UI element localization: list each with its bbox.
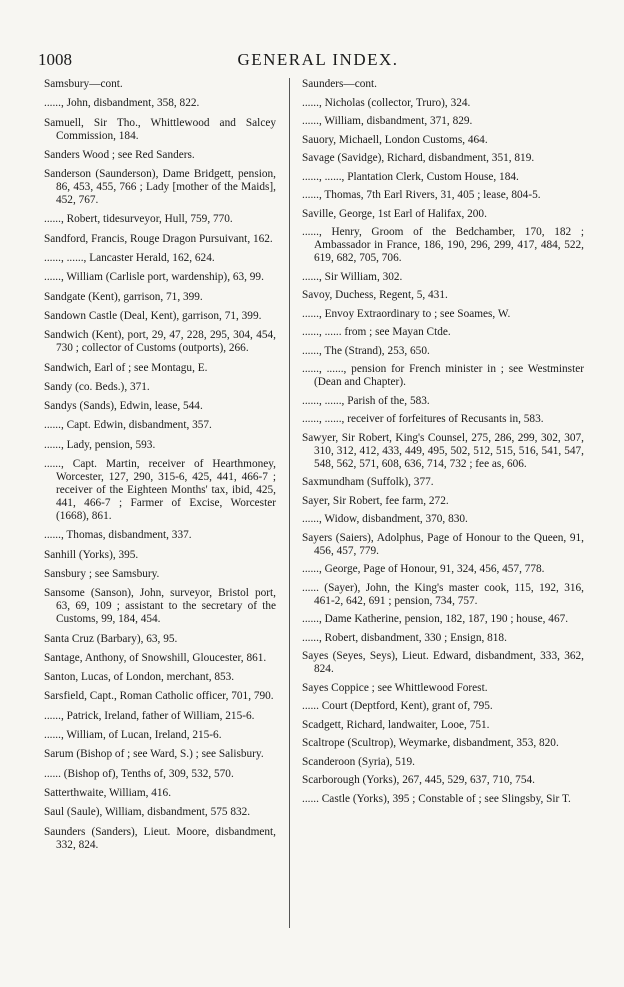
index-entry: Sansome (Sanson), John, surveyor, Bristol port, 63, 69, 109 ; assistant to the secretary of the Customs, 99, 184, 454. xyxy=(44,587,276,626)
index-entry: Sayer, Sir Robert, fee farm, 272. xyxy=(302,494,449,507)
index-entry: Sandford, Francis, Rouge Dragon Pursuivant, 162. xyxy=(44,232,273,245)
index-entry: Scanderoon (Syria), 519. xyxy=(302,755,415,768)
index-entry: Sandwich, Earl of ; see Montagu, E. xyxy=(44,361,208,374)
page-header xyxy=(38,50,598,70)
index-entry: Scaltrope (Scultrop), Weymarke, disbandment, 353, 820. xyxy=(302,737,559,749)
page-number: 1008 xyxy=(38,50,72,69)
index-entry: Santa Cruz (Barbary), 63, 95. xyxy=(44,632,178,645)
index-entry: ......, John, disbandment, 358, 822. xyxy=(44,97,200,110)
index-entry: ...... Castle (Yorks), 395 ; Constable of ; see Slingsby, Sir T. xyxy=(302,792,571,805)
index-entry: ......, Capt. Martin, receiver of Hearthmoney, Worcester, 127, 290, 315-6, 425, 441, 466-7 ; receiver of the Eighteen Months' tax, ibid, 425, 441, 466-7 ; Farmer of Excise, Worcester (1668), 861. xyxy=(44,458,276,523)
index-entry: ......, William (Carlisle port, wardenship), 63, 99. xyxy=(44,271,264,284)
index-entry: Sandwich (Kent), port, 29, 47, 228, 295, 304, 454, 730 ; collector of Customs (outports), 266. xyxy=(44,329,276,355)
index-entry: ......, ......, pension for French minister in ; see Westminster (Dean and Chapter). xyxy=(302,363,584,388)
index-entry: Sauory, Michaell, London Customs, 464. xyxy=(302,133,488,146)
index-entry: Sandys (Sands), Edwin, lease, 544. xyxy=(44,400,203,413)
index-entry: Sandgate (Kent), garrison, 71, 399. xyxy=(44,290,203,303)
index-entry: Sawyer, Sir Robert, King's Counsel, 275, 286, 299, 302, 307, 310, 312, 412, 433, 449, 495, 502, 512, 515, 516, 541, 547, 548, 562, 571, 608, 636, 714, 732 ; fee as, 606. xyxy=(302,431,584,470)
index-entry: Saunders—cont. xyxy=(302,78,377,90)
index-entry: ......, Robert, disbandment, 330 ; Ensign, 818. xyxy=(302,631,507,644)
index-entry: ......, Patrick, Ireland, father of William, 215-6. xyxy=(44,709,255,722)
index-entry: Sandown Castle (Deal, Kent), garrison, 71, 399. xyxy=(44,309,262,322)
index-entry: Satterthwaite, William, 416. xyxy=(44,786,172,799)
index-entry: ......, Dame Katherine, pension, 182, 187, 190 ; house, 467. xyxy=(302,613,569,625)
index-entry: ......, Capt. Edwin, disbandment, 357. xyxy=(44,419,212,432)
index-entry: ......, ......, Plantation Clerk, Custom House, 184. xyxy=(302,170,519,183)
index-entry: ......, Thomas, disbandment, 337. xyxy=(44,529,192,542)
index-entry: Sanderson (Saunderson), Dame Bridgett, pension, 86, 453, 455, 766 ; Lady [mother of the Maids], 452, 767. xyxy=(44,168,276,207)
index-entry: ...... Court (Deptford, Kent), grant of, 795. xyxy=(302,700,493,712)
index-entry: Samsbury—cont. xyxy=(44,78,123,90)
index-entry: Sayes (Seyes, Seys), Lieut. Edward, disbandment, 333, 362, 824. xyxy=(302,650,584,675)
index-entry: Saxmundham (Suffolk), 377. xyxy=(302,476,434,488)
index-entry: ......, Envoy Extraordinary to ; see Soames, W. xyxy=(302,307,511,320)
index-entry: ......, William, disbandment, 371, 829. xyxy=(302,115,473,127)
left-column xyxy=(44,78,276,858)
index-entry: Sayers (Saiers), Adolphus, Page of Honour to the Queen, 91, 456, 457, 779. xyxy=(302,531,584,557)
index-entry: ......, ......, receiver of forfeitures of Recusants in, 583. xyxy=(302,413,544,425)
index-entry: Saunders (Sanders), Lieut. Moore, disbandment, 332, 824. xyxy=(44,825,276,851)
index-entry: Scarborough (Yorks), 267, 445, 529, 637, 710, 754. xyxy=(302,774,535,786)
index-entry: Scadgett, Richard, landwaiter, Looe, 751. xyxy=(302,718,490,731)
index-entry: ......, Thomas, 7th Earl Rivers, 31, 405 ; lease, 804-5. xyxy=(302,189,541,201)
index-entry: Saville, George, 1st Earl of Halifax, 200. xyxy=(302,207,487,220)
index-entry: Sanders Wood ; see Red Sanders. xyxy=(44,148,195,161)
index-entry: Sanhill (Yorks), 395. xyxy=(44,548,139,561)
index-entry: ......, Henry, Groom of the Bedchamber, 170, 182 ; Ambassador in France, 186, 190, 296, 299, 417, 484, 522, 619, 682, 705, 706. xyxy=(302,226,584,264)
index-entry: ......, George, Page of Honour, 91, 324, 456, 457, 778. xyxy=(302,563,545,575)
index-entry: Sansbury ; see Samsbury. xyxy=(44,567,160,580)
index-entry: ......, ......, Parish of the, 583. xyxy=(302,394,430,407)
index-entry: ......, Robert, tidesurveyor, Hull, 759, 770. xyxy=(44,213,233,226)
index-entry: ......, William, of Lucan, Ireland, 215-6. xyxy=(44,729,222,742)
index-entry: ......, Nicholas (collector, Truro), 324. xyxy=(302,96,471,109)
index-entry: Samuell, Sir Tho., Whittlewood and Salcey Commission, 184. xyxy=(44,116,276,142)
index-entry: ......, ......, Lancaster Herald, 162, 624. xyxy=(44,252,215,265)
index-entry: ......, ...... from ; see Mayan Ctde. xyxy=(302,326,451,338)
index-entry: Savoy, Duchess, Regent, 5, 431. xyxy=(302,289,448,301)
index-entry: ......, The (Strand), 253, 650. xyxy=(302,344,430,357)
index-entry: Sayes Coppice ; see Whittlewood Forest. xyxy=(302,681,488,694)
index-entry: Sarsfield, Capt., Roman Catholic officer, 701, 790. xyxy=(44,690,274,703)
column-divider xyxy=(289,78,290,928)
index-entry: Santage, Anthony, of Snowshill, Gloucester, 861. xyxy=(44,651,267,664)
index-entry: ...... (Sayer), John, the King's master cook, 115, 192, 316, 461-2, 642, 691 ; pension, 734, 757. xyxy=(302,581,584,607)
index-entry: ......, Widow, disbandment, 370, 830. xyxy=(302,513,468,525)
index-entry: Saul (Saule), William, disbandment, 575 832. xyxy=(44,806,251,819)
index-entry: ......, Lady, pension, 593. xyxy=(44,438,156,451)
running-title: GENERAL INDEX. xyxy=(237,50,399,69)
index-entry: Sandy (co. Beds.), 371. xyxy=(44,380,150,393)
index-entry: ......, Sir William, 302. xyxy=(302,270,403,283)
index-entry: Savage (Savidge), Richard, disbandment, 351, 819. xyxy=(302,152,535,164)
index-entry: Sarum (Bishop of ; see Ward, S.) ; see Salisbury. xyxy=(44,748,264,761)
index-entry: ...... (Bishop of), Tenths of, 309, 532, 570. xyxy=(44,767,234,780)
right-column xyxy=(302,78,584,811)
index-entry: Santon, Lucas, of London, merchant, 853. xyxy=(44,671,235,684)
